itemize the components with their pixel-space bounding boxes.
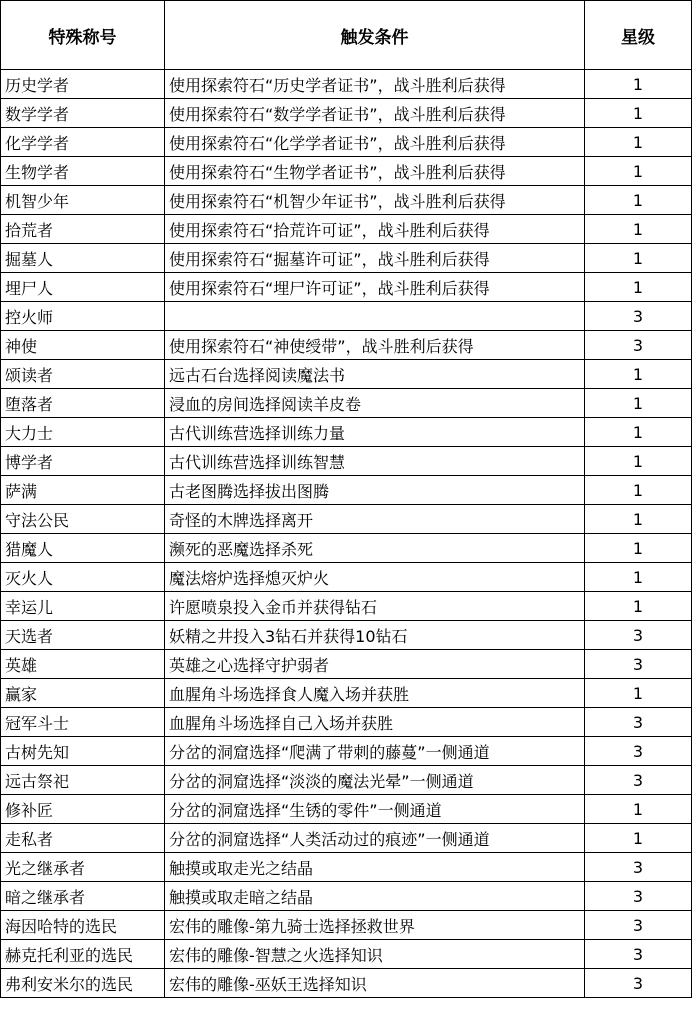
cell-stars: 1 — [585, 534, 692, 563]
cell-condition: 使用探索符石“掘墓许可证”，战斗胜利后获得 — [165, 244, 585, 273]
cell-title: 守法公民 — [1, 505, 165, 534]
cell-stars: 1 — [585, 389, 692, 418]
cell-condition: 妖精之井投入3钻石并获得10钻石 — [165, 621, 585, 650]
cell-stars: 1 — [585, 505, 692, 534]
cell-title: 赢家 — [1, 679, 165, 708]
cell-title: 掘墓人 — [1, 244, 165, 273]
table-row — [1, 360, 692, 389]
table-row — [1, 273, 692, 302]
cell-title: 埋尸人 — [1, 273, 165, 302]
cell-stars: 3 — [585, 708, 692, 737]
cell-title: 猎魔人 — [1, 534, 165, 563]
cell-condition: 使用探索符石“化学学者证书”，战斗胜利后获得 — [165, 128, 585, 157]
cell-condition: 分岔的洞窟选择“淡淡的魔法光晕”一侧通道 — [165, 766, 585, 795]
cell-title: 堕落者 — [1, 389, 165, 418]
cell-condition: 分岔的洞窟选择“爬满了带刺的藤蔓”一侧通道 — [165, 737, 585, 766]
cell-title: 英雄 — [1, 650, 165, 679]
cell-condition: 分岔的洞窟选择“生锈的零件”一侧通道 — [165, 795, 585, 824]
table-row — [1, 766, 692, 795]
cell-title: 控火师 — [1, 302, 165, 331]
cell-condition: 分岔的洞窟选择“人类活动过的痕迹”一侧通道 — [165, 824, 585, 853]
cell-title: 博学者 — [1, 447, 165, 476]
cell-condition: 古老图腾选择拔出图腾 — [165, 476, 585, 505]
cell-title: 数学学者 — [1, 99, 165, 128]
table-row — [1, 157, 692, 186]
table-row — [1, 563, 692, 592]
cell-stars: 3 — [585, 766, 692, 795]
header-condition: 触发条件 — [165, 1, 585, 70]
cell-condition: 使用探索符石“生物学者证书”，战斗胜利后获得 — [165, 157, 585, 186]
cell-stars: 3 — [585, 650, 692, 679]
cell-condition: 使用探索符石“机智少年证书”，战斗胜利后获得 — [165, 186, 585, 215]
cell-title: 修补匠 — [1, 795, 165, 824]
cell-stars: 1 — [585, 476, 692, 505]
cell-title: 大力士 — [1, 418, 165, 447]
table-row — [1, 244, 692, 273]
cell-title: 暗之继承者 — [1, 882, 165, 911]
cell-title: 拾荒者 — [1, 215, 165, 244]
cell-title: 冠军斗士 — [1, 708, 165, 737]
table-row — [1, 505, 692, 534]
cell-stars: 1 — [585, 215, 692, 244]
cell-condition: 使用探索符石“埋尸许可证”，战斗胜利后获得 — [165, 273, 585, 302]
cell-title: 灭火人 — [1, 563, 165, 592]
cell-condition: 触摸或取走光之结晶 — [165, 853, 585, 882]
table-row — [1, 331, 692, 360]
table-row — [1, 447, 692, 476]
table-row — [1, 911, 692, 940]
cell-stars: 1 — [585, 99, 692, 128]
cell-stars: 3 — [585, 302, 692, 331]
cell-condition: 濒死的恶魔选择杀死 — [165, 534, 585, 563]
cell-title: 机智少年 — [1, 186, 165, 215]
cell-stars: 1 — [585, 679, 692, 708]
cell-condition: 使用探索符石“神使绶带”，战斗胜利后获得 — [165, 331, 585, 360]
cell-title: 化学学者 — [1, 128, 165, 157]
cell-condition: 英雄之心选择守护弱者 — [165, 650, 585, 679]
table-row — [1, 621, 692, 650]
table-row — [1, 940, 692, 969]
cell-title: 光之继承者 — [1, 853, 165, 882]
cell-stars: 1 — [585, 795, 692, 824]
header-stars: 星级 — [585, 1, 692, 70]
table-row — [1, 302, 692, 331]
table-row — [1, 679, 692, 708]
cell-condition: 古代训练营选择训练智慧 — [165, 447, 585, 476]
cell-stars: 3 — [585, 940, 692, 969]
cell-title: 颂读者 — [1, 360, 165, 389]
cell-stars: 1 — [585, 360, 692, 389]
table-row — [1, 215, 692, 244]
table-row — [1, 795, 692, 824]
cell-condition: 宏伟的雕像-第九骑士选择拯救世界 — [165, 911, 585, 940]
table-row — [1, 186, 692, 215]
header-row — [1, 1, 692, 70]
cell-condition: 浸血的房间选择阅读羊皮卷 — [165, 389, 585, 418]
table-row — [1, 418, 692, 447]
cell-stars: 1 — [585, 592, 692, 621]
cell-condition: 魔法熔炉选择熄灭炉火 — [165, 563, 585, 592]
cell-stars: 3 — [585, 882, 692, 911]
table-row — [1, 534, 692, 563]
cell-stars: 1 — [585, 70, 692, 99]
cell-stars: 3 — [585, 621, 692, 650]
table-body — [1, 70, 692, 998]
cell-condition: 血腥角斗场选择自己入场并获胜 — [165, 708, 585, 737]
table-row — [1, 99, 692, 128]
cell-condition: 使用探索符石“历史学者证书”，战斗胜利后获得 — [165, 70, 585, 99]
table-row — [1, 824, 692, 853]
table-row — [1, 737, 692, 766]
cell-stars: 1 — [585, 447, 692, 476]
cell-stars: 3 — [585, 911, 692, 940]
header-title: 特殊称号 — [1, 1, 165, 70]
table-row — [1, 650, 692, 679]
table-row — [1, 70, 692, 99]
cell-condition: 触摸或取走暗之结晶 — [165, 882, 585, 911]
cell-title: 萨满 — [1, 476, 165, 505]
cell-stars: 3 — [585, 331, 692, 360]
cell-condition: 宏伟的雕像-巫妖王选择知识 — [165, 969, 585, 998]
cell-condition: 使用探索符石“数学学者证书”，战斗胜利后获得 — [165, 99, 585, 128]
cell-title: 历史学者 — [1, 70, 165, 99]
cell-stars: 3 — [585, 969, 692, 998]
table-row — [1, 128, 692, 157]
table-row — [1, 708, 692, 737]
cell-stars: 3 — [585, 737, 692, 766]
cell-title: 走私者 — [1, 824, 165, 853]
cell-stars: 1 — [585, 273, 692, 302]
cell-condition: 使用探索符石“拾荒许可证”，战斗胜利后获得 — [165, 215, 585, 244]
table-row — [1, 476, 692, 505]
table-row — [1, 969, 692, 998]
cell-title: 神使 — [1, 331, 165, 360]
table-row — [1, 389, 692, 418]
cell-condition — [165, 302, 585, 331]
table-row — [1, 853, 692, 882]
table-row — [1, 882, 692, 911]
table-row — [1, 592, 692, 621]
cell-stars: 1 — [585, 128, 692, 157]
cell-title: 远古祭祀 — [1, 766, 165, 795]
cell-title: 天选者 — [1, 621, 165, 650]
cell-title: 海因哈特的选民 — [1, 911, 165, 940]
cell-title: 生物学者 — [1, 157, 165, 186]
cell-stars: 3 — [585, 853, 692, 882]
cell-condition: 远古石台选择阅读魔法书 — [165, 360, 585, 389]
cell-title: 幸运儿 — [1, 592, 165, 621]
cell-stars: 1 — [585, 186, 692, 215]
cell-title: 古树先知 — [1, 737, 165, 766]
cell-condition: 古代训练营选择训练力量 — [165, 418, 585, 447]
cell-condition: 血腥角斗场选择食人魔入场并获胜 — [165, 679, 585, 708]
cell-stars: 1 — [585, 157, 692, 186]
cell-title: 弗利安米尔的选民 — [1, 969, 165, 998]
cell-stars: 1 — [585, 244, 692, 273]
cell-title: 赫克托利亚的选民 — [1, 940, 165, 969]
cell-stars: 1 — [585, 563, 692, 592]
cell-condition: 宏伟的雕像-智慧之火选择知识 — [165, 940, 585, 969]
cell-condition: 许愿喷泉投入金币并获得钻石 — [165, 592, 585, 621]
cell-stars: 1 — [585, 824, 692, 853]
cell-stars: 1 — [585, 418, 692, 447]
cell-condition: 奇怪的木牌选择离开 — [165, 505, 585, 534]
